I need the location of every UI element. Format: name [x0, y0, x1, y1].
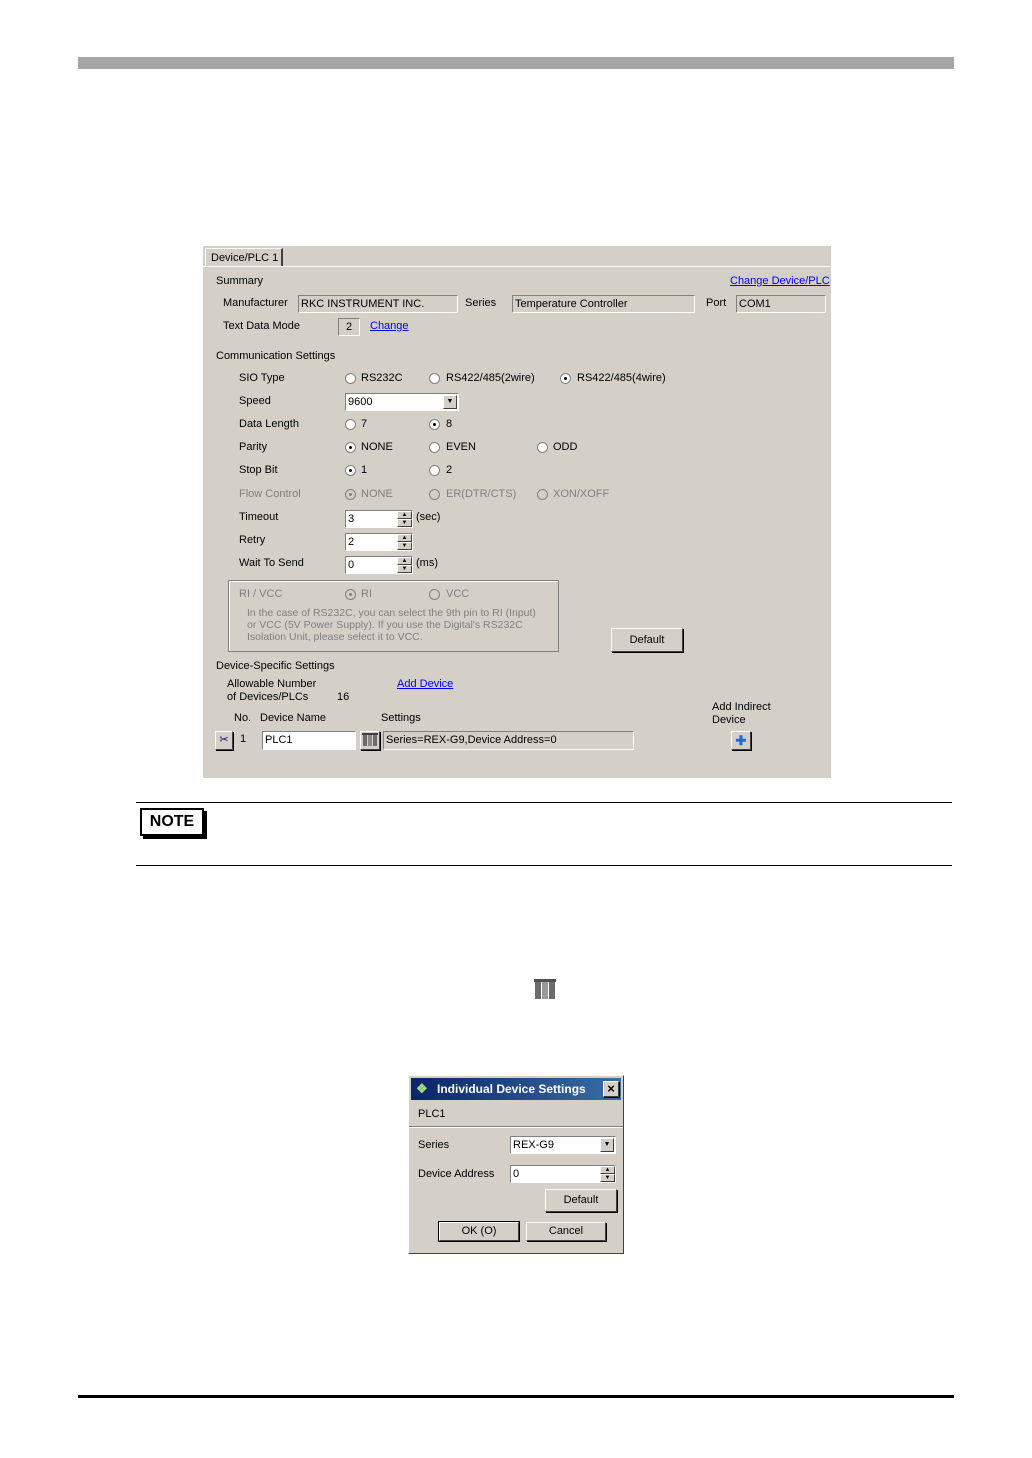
data-length-8-radio[interactable] [429, 419, 440, 430]
column-settings: Settings [381, 712, 421, 724]
add-device-link[interactable]: Add Device [397, 678, 454, 690]
change-device-plc-link[interactable]: Change Device/PLC [730, 275, 830, 287]
timeout-unit: (sec) [416, 511, 441, 523]
data-length-7-label: 7 [361, 418, 368, 430]
data-length-7-radio[interactable] [345, 419, 356, 430]
device-settings-field: Series=REX-G9,Device Address=0 [383, 731, 634, 750]
stop-bit-2-radio[interactable] [429, 465, 440, 476]
timeout-spin-down-icon[interactable]: ▼ [397, 519, 412, 527]
stop-bit-2-label: 2 [446, 464, 453, 476]
timeout-input[interactable]: 3 [345, 510, 413, 528]
note-badge: NOTE [140, 808, 204, 836]
dialog-ok-button[interactable]: OK (O) [439, 1222, 519, 1241]
text-data-mode-label: Text Data Mode [223, 320, 301, 332]
ri-radio [345, 589, 356, 600]
speed-value: 9600 [348, 396, 373, 408]
parity-even-radio[interactable] [429, 442, 440, 453]
dialog-title: Individual Device Settings [437, 1082, 586, 1096]
ri-vcc-note-line-3: Isolation Unit, please select it to VCC. [247, 631, 423, 643]
wait-to-send-label: Wait To Send [239, 557, 304, 569]
dialog-cancel-button[interactable]: Cancel [526, 1222, 606, 1241]
speed-dropdown-arrow-icon[interactable]: ▼ [443, 395, 457, 409]
column-no: No. [234, 712, 252, 724]
sio-type-label: SIO Type [239, 372, 285, 384]
device-settings-icon: ❖ [416, 1081, 428, 1096]
dialog-device-address-label: Device Address [418, 1168, 495, 1180]
dialog-default-button[interactable]: Default [545, 1189, 617, 1212]
ri-label: RI [361, 588, 372, 600]
page-header-bar [78, 57, 954, 69]
retry-spin-down-icon[interactable]: ▼ [397, 542, 412, 550]
dialog-titlebar [411, 1078, 621, 1100]
parity-none-radio[interactable] [345, 442, 356, 453]
port-field: COM1 [736, 295, 826, 313]
parity-none-label: NONE [361, 441, 393, 453]
settings-icon [533, 977, 557, 1001]
speed-label: Speed [239, 395, 271, 407]
dialog-series-label: Series [418, 1139, 450, 1151]
flow-xon-radio [537, 489, 548, 500]
vcc-label: VCC [446, 588, 470, 600]
allowable-number-label-2: of Devices/PLCs [227, 691, 309, 703]
parity-even-label: EVEN [446, 441, 476, 453]
address-spin-up-icon[interactable]: ▲ [600, 1166, 615, 1174]
stop-bit-label: Stop Bit [239, 464, 278, 476]
add-indirect-label-2: Device [712, 714, 746, 726]
device-plc-settings-panel [203, 246, 831, 778]
note-top-rule [136, 802, 952, 803]
parity-odd-label: ODD [553, 441, 578, 453]
manufacturer-label: Manufacturer [223, 297, 288, 309]
dialog-device-address-input[interactable]: 0 [510, 1165, 616, 1183]
port-label: Port [706, 297, 727, 309]
wait-spin-up-icon[interactable]: ▲ [397, 557, 412, 565]
note-bottom-rule [136, 865, 952, 866]
add-indirect-device-icon[interactable]: ✚ [731, 731, 751, 750]
individual-device-settings-dialog [408, 1075, 624, 1254]
flow-control-label: Flow Control [239, 488, 301, 500]
scissors-icon[interactable]: ✂ [215, 731, 233, 750]
sio-rs232c-radio[interactable] [345, 373, 356, 384]
parity-label: Parity [239, 441, 268, 453]
tab-device-plc-1[interactable]: Device/PLC 1 [205, 248, 283, 266]
device-name-input[interactable]: PLC1 [262, 731, 356, 750]
dialog-divider [409, 1126, 623, 1127]
series-field: Temperature Controller [512, 295, 695, 313]
vcc-radio [429, 589, 440, 600]
address-spin-down-icon[interactable]: ▼ [600, 1174, 615, 1182]
change-text-mode-link[interactable]: Change [370, 320, 409, 332]
stop-bit-1-radio[interactable] [345, 465, 356, 476]
data-length-8-label: 8 [446, 418, 453, 430]
ri-vcc-note-line-1: In the case of RS232C, you can select the 9th pin to RI (Input) [247, 607, 536, 619]
add-indirect-label-1: Add Indirect [712, 701, 771, 713]
wait-spin-down-icon[interactable]: ▼ [397, 565, 412, 573]
ri-vcc-note-line-2: or VCC (5V Power Supply). If you use the Digital's RS232C [247, 619, 523, 631]
dialog-device-name: PLC1 [418, 1108, 446, 1120]
ri-vcc-label: RI / VCC [239, 588, 283, 600]
wait-unit: (ms) [416, 557, 438, 569]
timeout-spin-up-icon[interactable]: ▲ [397, 511, 412, 519]
close-icon[interactable]: × [603, 1081, 619, 1097]
flow-er-label: ER(DTR/CTS) [446, 488, 517, 500]
summary-label: Summary [216, 275, 264, 287]
flow-er-radio [429, 489, 440, 500]
device-row-number: 1 [240, 733, 247, 745]
device-specific-settings-label: Device-Specific Settings [216, 660, 335, 672]
data-length-label: Data Length [239, 418, 299, 430]
column-device-name: Device Name [260, 712, 327, 724]
timeout-label: Timeout [239, 511, 279, 523]
sio-rs422-2wire-label: RS422/485(2wire) [446, 372, 535, 384]
series-label: Series [465, 297, 497, 309]
dialog-series-value: REX-G9 [513, 1139, 554, 1151]
allowable-number-label-1: Allowable Number [227, 678, 317, 690]
default-button[interactable]: Default [611, 628, 683, 652]
sio-rs232c-label: RS232C [361, 372, 403, 384]
retry-input[interactable]: 2 [345, 533, 413, 551]
retry-label: Retry [239, 534, 266, 546]
flow-none-label: NONE [361, 488, 393, 500]
parity-odd-radio[interactable] [537, 442, 548, 453]
text-data-mode-field: 2 [338, 318, 360, 336]
series-dropdown-arrow-icon[interactable]: ▼ [600, 1138, 614, 1152]
sio-rs422-4wire-label: RS422/485(4wire) [577, 372, 666, 384]
speed-select[interactable] [345, 393, 459, 411]
stop-bit-1-label: 1 [361, 464, 368, 476]
wait-to-send-input[interactable]: 0 [345, 556, 413, 574]
retry-spin-up-icon[interactable]: ▲ [397, 534, 412, 542]
settings-grid-icon [362, 733, 378, 747]
device-settings-icon[interactable] [360, 731, 380, 750]
sio-rs422-2wire-radio[interactable] [429, 373, 440, 384]
flow-none-radio [345, 489, 356, 500]
sio-rs422-4wire-radio[interactable] [560, 373, 571, 384]
flow-xon-label: XON/XOFF [553, 488, 610, 500]
manufacturer-field: RKC INSTRUMENT INC. [298, 295, 458, 313]
allowable-number-value: 16 [337, 691, 350, 703]
page-footer-bar [78, 1395, 954, 1398]
communication-settings-label: Communication Settings [216, 350, 336, 362]
tab-divider [203, 266, 831, 267]
